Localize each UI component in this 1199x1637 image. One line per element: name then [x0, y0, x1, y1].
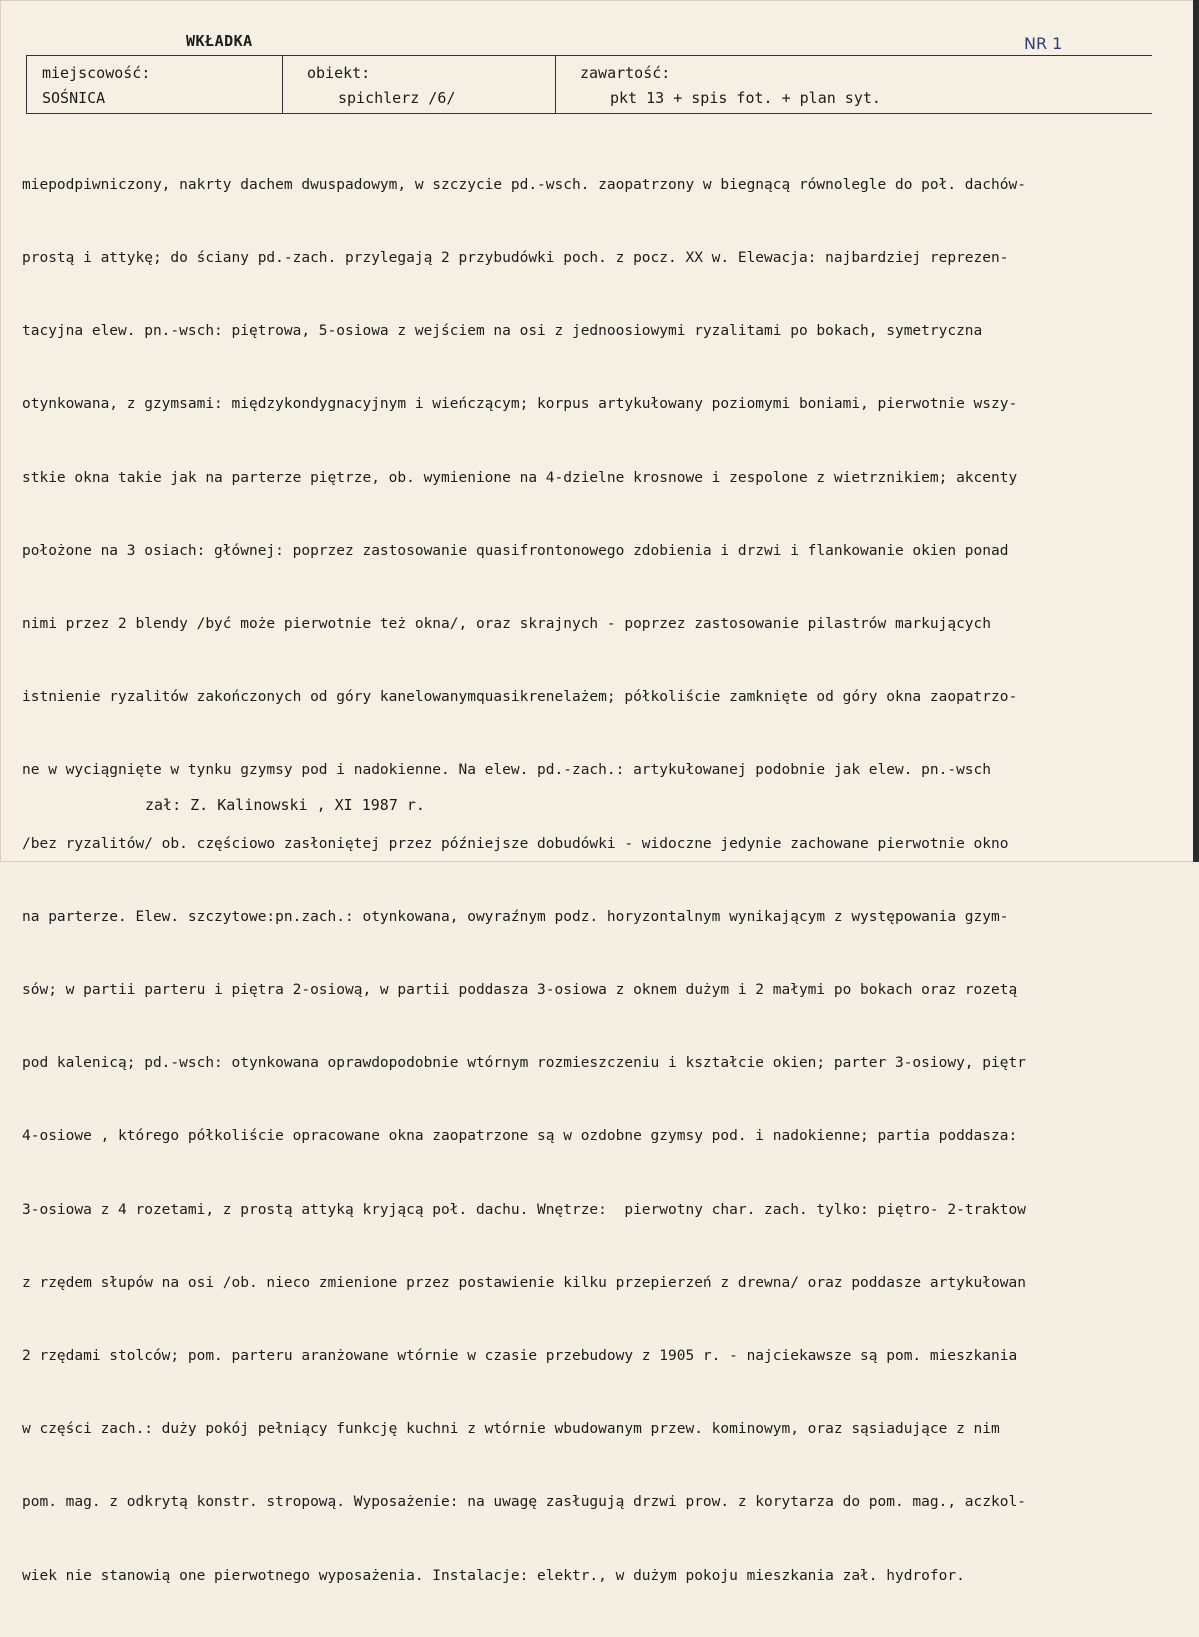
text-line: położone na 3 osiach: głównej: poprzez zastosowanie quasifrontonowego zdobienia i drzwi i flankowanie okien ponad: [22, 542, 1009, 559]
text-line: 2 rzędami stolców; pom. parteru aranżowane wtórnie w czasie przebudowy z 1905 r. - najciekawsze są pom. mieszkania: [22, 1348, 1018, 1365]
text-line: pom. mag. z odkrytą konstr. stropową. Wyposażenie: na uwagę zasługują drzwi prow. z korytarza do pom. mag., aczkol-: [22, 1494, 1026, 1511]
signature-line: zał: Z. Kalinowski , XI 1987 r.: [145, 796, 425, 814]
text-line: prostą i attykę; do ściany pd.-zach. przylegają 2 przybudówki poch. z pocz. XX w. Elewacja: najbardziej reprezen-: [22, 250, 1009, 267]
text-line: miepodpiwniczony, nakrty dachem dwuspadowym, w szczycie pd.-wsch. zaopatrzony w biegnącą równolegle do poł. dachów-: [22, 176, 1026, 193]
text-line: sów; w partii parteru i piętra 2-osiową, w partii poddasza 3-osiowa z oknem dużym i 2 małymi po bokach oraz rozetą: [22, 982, 1018, 999]
text-line: pod kalenicą; pd.-wsch: otynkowana oprawdopodobnie wtórnym rozmieszczeniu i kształcie okien; parter 3-osiowy, piętr: [22, 1055, 1026, 1072]
locality-label: miejscowość:: [42, 64, 151, 82]
header-divider-2: [555, 55, 556, 113]
text-line: stkie okna takie jak na parterze piętrze, ob. wymienione na 4-dzielne krosnowe i zespolone z wietrznikiem; akcenty: [22, 469, 1018, 486]
text-line: wiek nie stanowią one pierwotnego wyposażenia. Instalacje: elektr., w dużym pokoju mieszkania zał. hydrofor.: [22, 1567, 965, 1584]
text-line: /bez ryzalitów/ ob. częściowo zasłoniętej przez późniejsze dobudówki - widoczne jedynie zachowane pierwotnie okno: [22, 835, 1009, 852]
header-top-rule: [26, 55, 1152, 56]
text-line: nimi przez 2 blendy /być może pierwotnie też okna/, oraz skrajnych - poprzez zastosowanie pilastrów markujących: [22, 616, 992, 633]
text-line: 4-osiowe , którego półkoliście opracowane okna zaopatrzone są w ozdobne gzymsy pod. i nadokienne; partia poddasza:: [22, 1128, 1018, 1145]
object-value: spichlerz /6/: [338, 89, 456, 107]
text-line: na parterze. Elew. szczytowe:pn.zach.: otynkowana, owyraźnym podz. horyzontalnym wynikającym z występowania gzym-: [22, 908, 1009, 925]
contents-label: zawartość:: [580, 64, 671, 82]
locality-value: SOŚNICA: [42, 89, 106, 107]
card-number: NR 1: [1024, 34, 1063, 53]
object-label: obiekt:: [307, 64, 371, 82]
card-edge: [1193, 0, 1199, 862]
text-line: tacyjna elew. pn.-wsch: piętrowa, 5-osiowa z wejściem na osi z jednoosiowymi ryzalitami po bokach, symetryczna: [22, 323, 983, 340]
text-line: w części zach.: duży pokój pełniący funkcję kuchni z wtórnie wbudowanym przew. kominowym, oraz sąsiadujące z nim: [22, 1421, 1000, 1438]
text-line: otynkowana, z gzymsami: międzykondygnacyjnym i wieńczącym; korpus artykułowany poziomymi boniami, pierwotnie wszy-: [22, 396, 1018, 413]
header-left-border: [26, 55, 27, 113]
text-line: z rzędem słupów na osi /ob. nieco zmienione przez postawienie kilku przepierzeń z drewna/ oraz poddasze artykułowan: [22, 1274, 1026, 1291]
text-line: ne w wyciągnięte w tynku gzymsy pod i nadokienne. Na elew. pd.-zach.: artykułowanej podobnie jak elew. pn.-wsch: [22, 762, 992, 779]
text-line: istnienie ryzalitów zakończonych od góry kanelowanymquasikrenelażem; półkoliście zamknięte od góry okna zaopatrzo-: [22, 689, 1018, 706]
contents-value: pkt 13 + spis fot. + plan syt.: [610, 89, 881, 107]
header-divider-1: [282, 55, 283, 113]
header-bottom-rule: [26, 113, 1152, 114]
text-line: 3-osiowa z 4 rozetami, z prostą attyką kryjącą poł. dachu. Wnętrze: pierwotny char. zach. tylko: piętro- 2-traktow: [22, 1201, 1026, 1218]
card-title: WKŁADKA: [186, 32, 253, 50]
description-text: [22, 124, 1192, 1637]
